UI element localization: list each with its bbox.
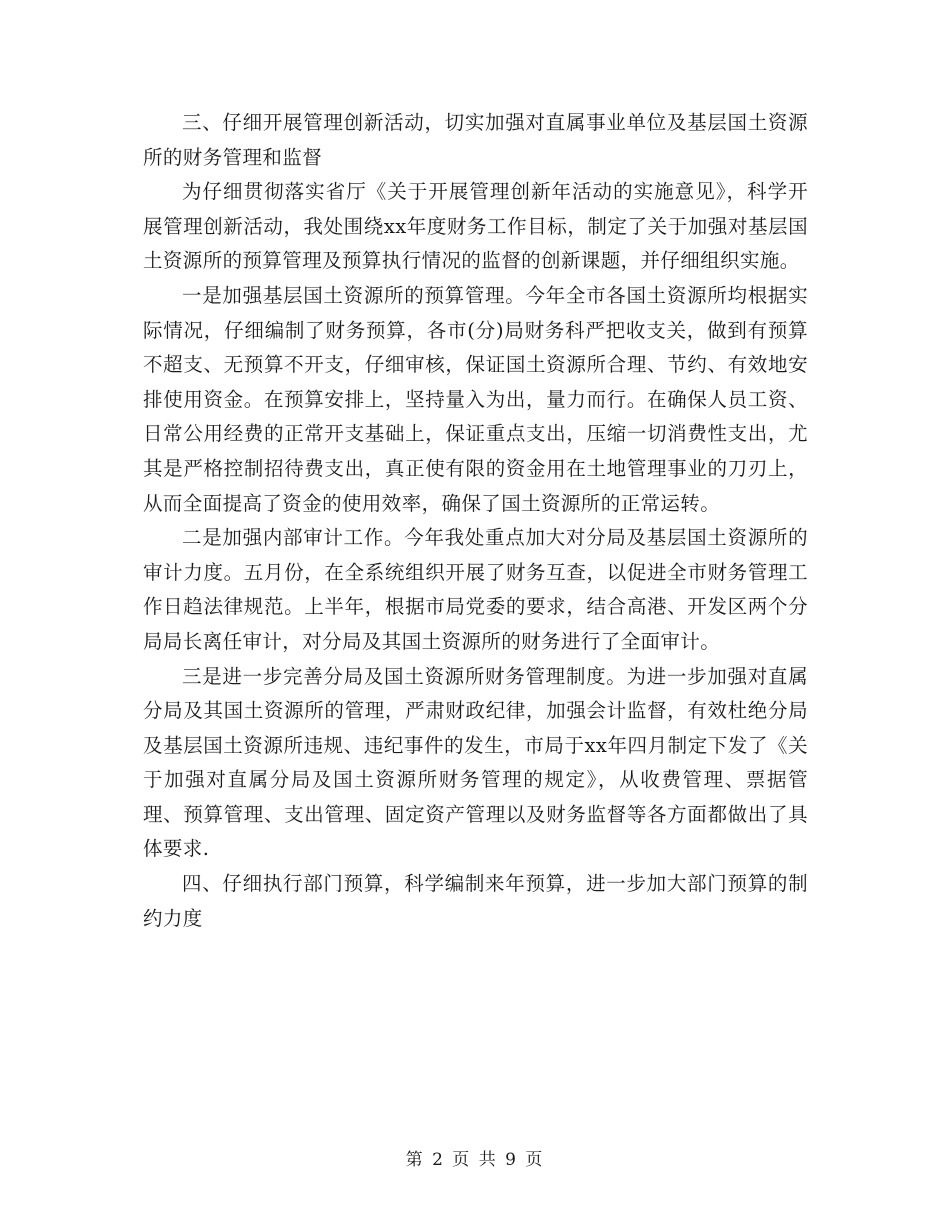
footer-label-unit: 页 — [452, 1150, 472, 1170]
paragraph-financial-rules: 三是进一步完善分局及国土资源所财务管理制度。为进一步加强对直属分局及其国土资源所的管理，严肃财政纪律，加强会计监督，有效杜绝分局及基层国土资源所违规、违纪事件的发生，市局于xx年四月制定下发了《关于加强对直属分局及国土资源所财务管理的规定》，从收费管理、票据管理、预算管理、支出管理、固定资产管理以及财务监督等各方面都做出了具体要求. — [143, 664, 808, 861]
page-footer — [0, 1148, 950, 1172]
paragraph-internal-audit: 二是加强内部审计工作。今年我处重点加大对分局及基层国土资源所的审计力度。五月份，在全系统组织开展了财务互查，以促进全市财务管理工作日趋法律规范。上半年，根据市局党委的要求，结合高港、开发区两个分局局长离任审计，对分局及其国土资源所的财务进行了全面审计。 — [143, 526, 808, 653]
footer-label-unit-end: 页 — [525, 1150, 545, 1170]
footer-label-page: 第 — [405, 1150, 425, 1170]
footer-total-pages: 9 — [505, 1150, 518, 1170]
footer-label-total: 共 — [478, 1150, 498, 1170]
section-heading-three: 三、仔细开展管理创新活动，切实加强对直属事业单位及基层国土资源所的财务管理和监督 — [143, 111, 808, 169]
footer-current-page: 2 — [432, 1150, 445, 1170]
paragraph-intro: 为仔细贯彻落实省厅《关于开展管理创新年活动的实施意见》，科学开展管理创新活动，我处围绕xx年度财务工作目标，制定了关于加强对基层国土资源所的预算管理及预算执行情况的监督的创新课题，并仔细组织实施。 — [143, 180, 808, 273]
document-body — [143, 106, 808, 936]
section-heading-four: 四、仔细执行部门预算，科学编制来年预算，进一步加大部门预算的制约力度 — [143, 872, 808, 930]
paragraph-budget-management: 一是加强基层国土资源所的预算管理。今年全市各国土资源所均根据实际情况，仔细编制了财务预算，各市(分)局财务科严把收支关，做到有预算不超支、无预算不开支，仔细审核，保证国土资源所合理、节约、有效地安排使用资金。在预算安排上，坚持量入为出，量力而行。在确保人员工资、日常公用经费的正常开支基础上，保证重点支出，压缩一切消费性支出，尤其是严格控制招待费支出，真正使有限的资金用在土地管理事业的刀刃上，从而全面提高了资金的使用效率，确保了国土资源所的正常运转。 — [143, 283, 808, 515]
